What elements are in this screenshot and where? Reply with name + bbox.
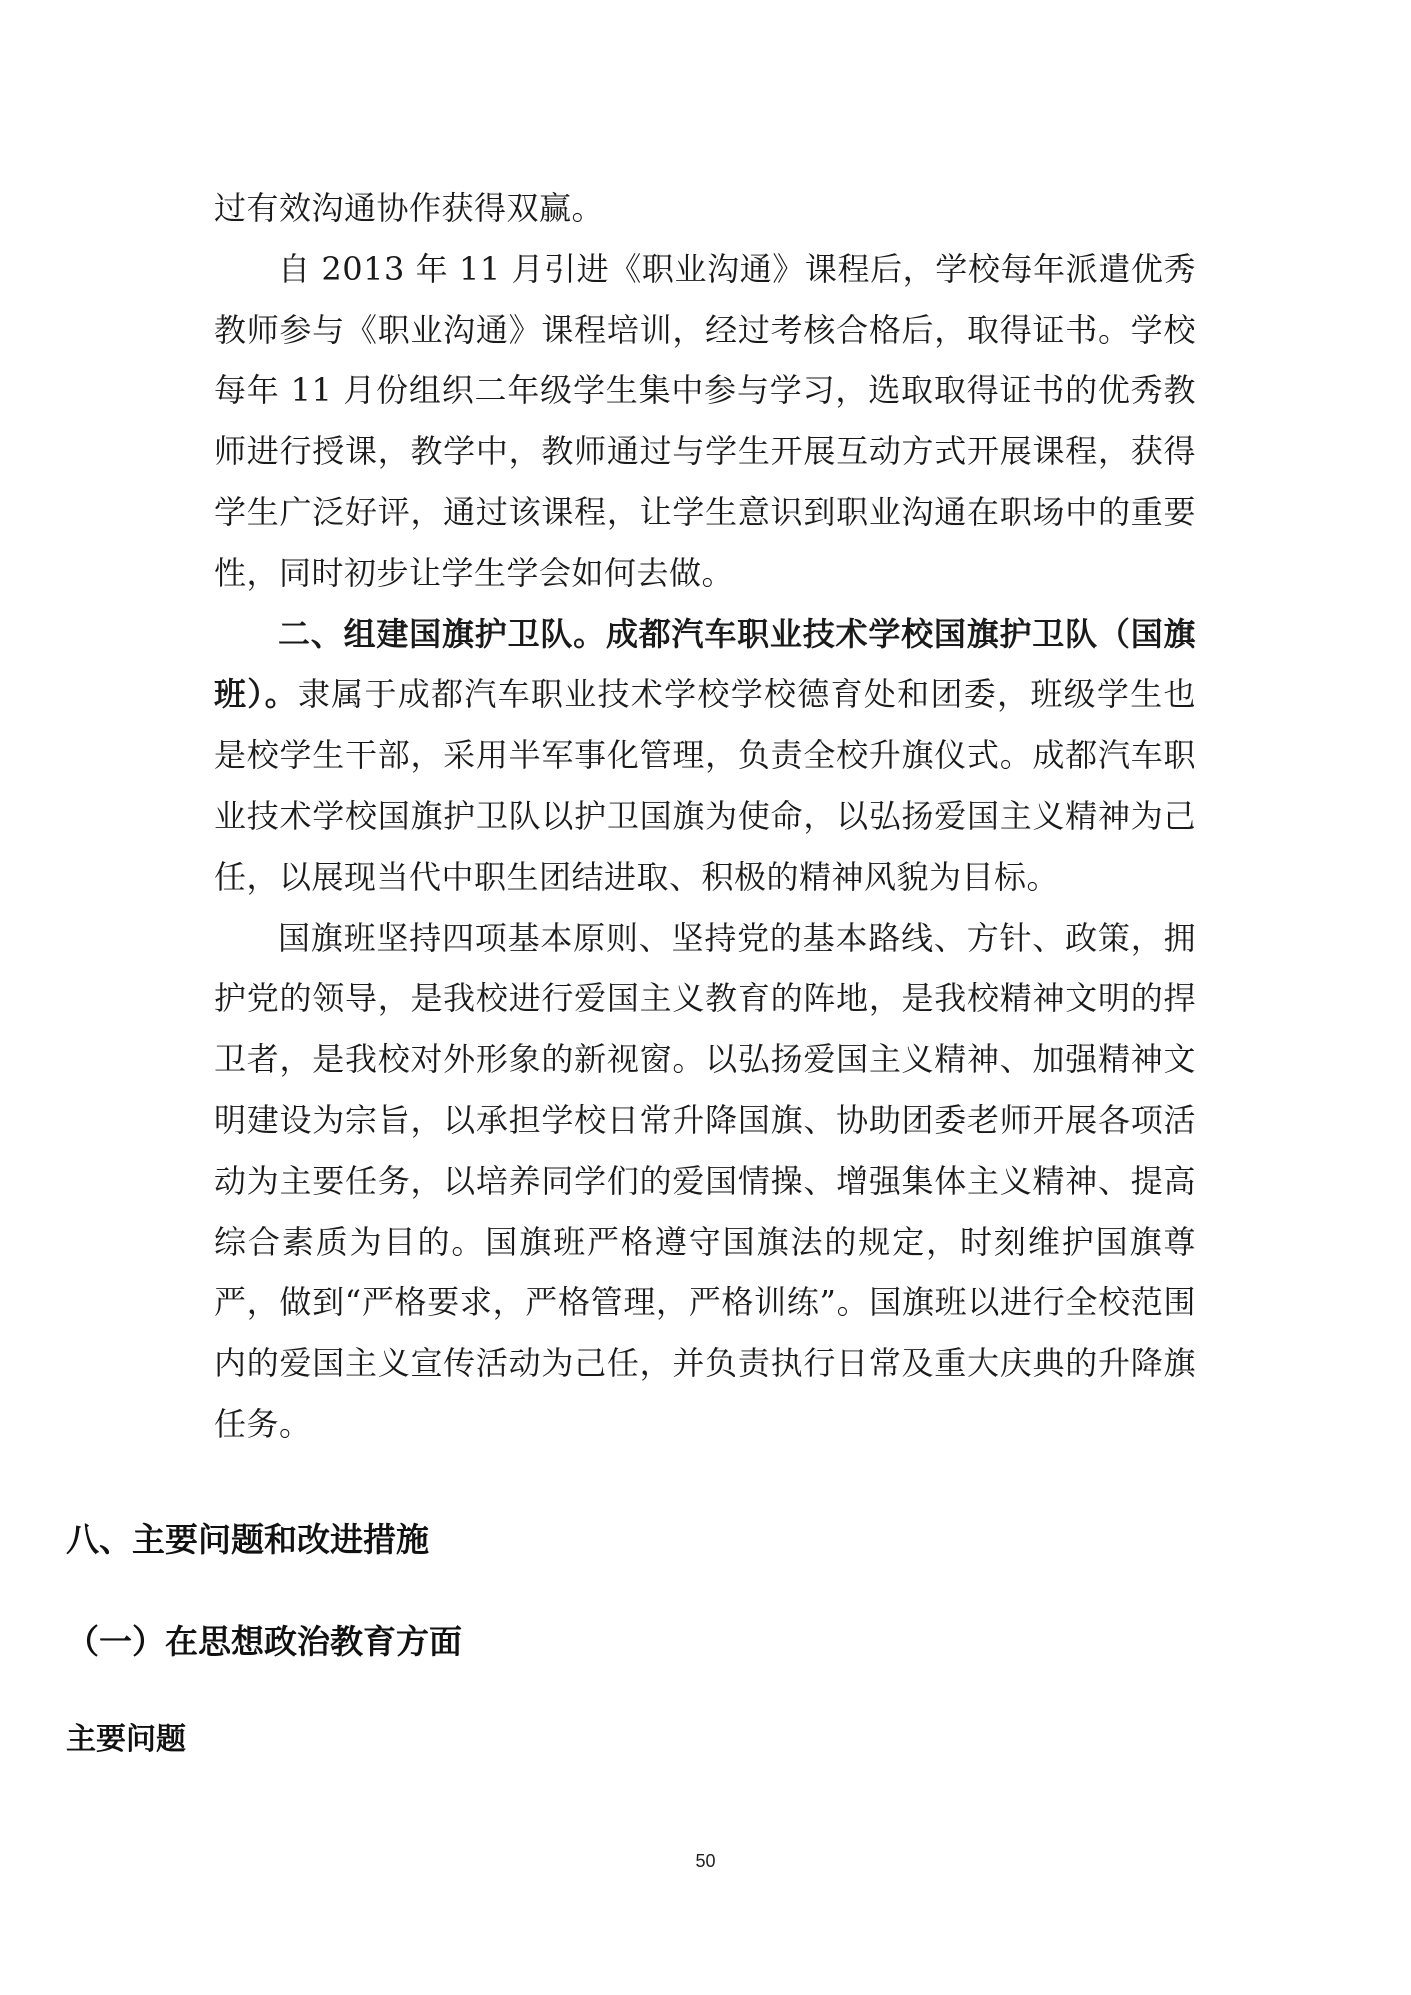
- sub-heading-main-problems: 主要问题: [66, 1722, 186, 1757]
- paragraph-3-bold-lead: 二、组建国旗护卫队。成都汽车职业技术学校国旗护卫队（国旗班）。: [214, 614, 1196, 714]
- page-number: 50: [695, 1851, 716, 1871]
- section-heading: 八、主要问题和改进措施: [66, 1520, 429, 1559]
- subsection-heading: （一）在思想政治教育方面: [66, 1622, 462, 1661]
- paragraph-3: [214, 604, 1196, 908]
- paragraph-3-text: 隶属于成都汽车职业技术学校学校德育处和团委，班级学生也是校学生干部，采用半军事化管理，负责全校升旗仪式。成都汽车职业技术学校国旗护卫队以护卫国旗为使命，以弘扬爱国主义精神为己任，以展现当代中职生团结进取、积极的精神风貌为目标。: [214, 675, 1196, 896]
- paragraph-4: 国旗班坚持四项基本原则、坚持党的基本路线、方针、政策，拥护党的领导，是我校进行爱国主义教育的阵地，是我校精神文明的捍卫者，是我校对外形象的新视窗。以弘扬爱国主义精神、加强精神文明建设为宗旨，以承担学校日常升降国旗、协助团委老师开展各项活动为主要任务，以培养同学们的爱国情操、增强集体主义精神、提高综合素质为目的。国旗班严格遵守国旗法的规定，时刻维护国旗尊严，做到“严格要求，严格管理，严格训练”。国旗班以进行全校范围内的爱国主义宣传活动为己任，并负责执行日常及重大庆典的升降旗任务。: [214, 918, 1196, 1443]
- paragraph-1: 过有效沟通协作获得双赢。: [214, 189, 605, 227]
- document-body: [214, 178, 1196, 1455]
- paragraph-2: 自 2013 年 11 月引进《职业沟通》课程后，学校每年派遣优秀教师参与《职业沟通》课程培训，经过考核合格后，取得证书。学校每年 11 月份组织二年级学生集中参与学习，选取取得证书的优秀教师进行授课，教学中，教师通过与学生开展互动方式开展课程，获得学生广泛好评，通过该课程，让学生意识到职业沟通在职场中的重要性，同时初步让学生学会如何去做。: [214, 249, 1196, 592]
